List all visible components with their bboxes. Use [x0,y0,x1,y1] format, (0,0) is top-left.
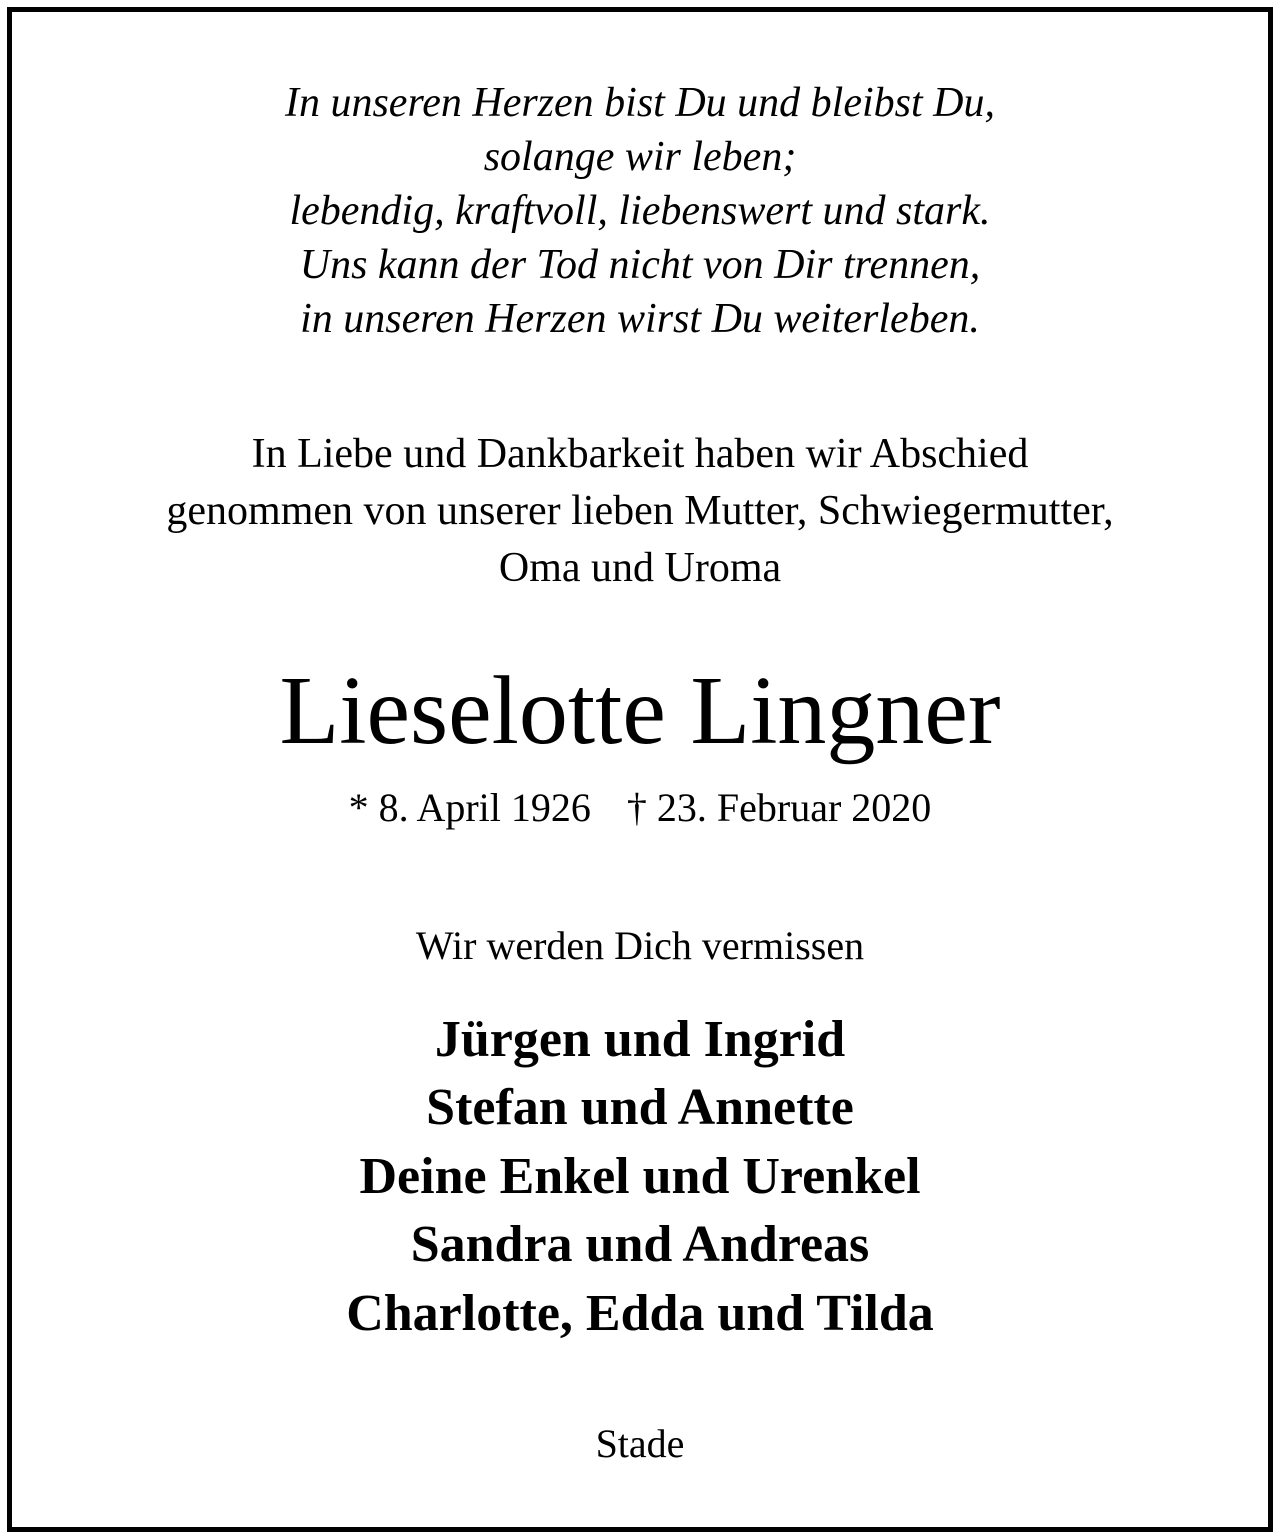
mourner-line-2: Stefan und Annette [426,1079,854,1136]
life-dates [0,785,1280,830]
verse-line-3: lebendig, kraftvoll, liebenswert und stark. [289,188,991,234]
mourner-line-4: Sandra und Andreas [410,1216,870,1273]
birth-date: * 8. April 1926 [348,785,591,830]
verse-line-2: solange wir leben; [483,134,797,180]
mourner-line-5: Charlotte, Edda und Tilda [346,1285,934,1342]
death-date: † 23. Februar 2020 [626,785,932,830]
mourner-line-3: Deine Enkel und Urenkel [359,1148,921,1205]
intro-line-2: genommen von unserer lieben Mutter, Schwiegermutter, [166,488,1114,534]
intro-line-3: Oma und Uroma [498,545,782,591]
intro-line-1: In Liebe und Dankbarkeit haben wir Abschied [251,431,1029,477]
place-name: Stade [595,1421,685,1466]
verse-line-4: Uns kann der Tod nicht von Dir trennen, [299,242,981,288]
mourner-line-1: Jürgen und Ingrid [434,1011,846,1068]
verse-line-1: In unseren Herzen bist Du und bleibst Du, [284,80,996,126]
verse-line-5: in unseren Herzen wirst Du weiterleben. [300,296,980,342]
closing-phrase: Wir werden Dich vermissen [415,923,865,968]
deceased-name: Lieselotte Lingner [279,657,1001,765]
